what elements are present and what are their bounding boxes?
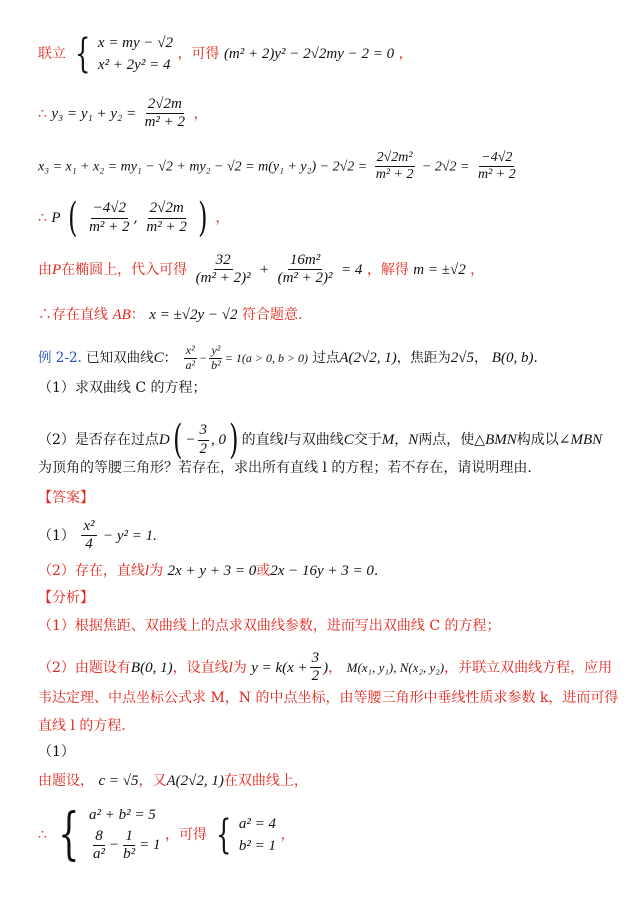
analysis-heading: 【分析】 bbox=[38, 590, 94, 606]
point-p: P bbox=[51, 210, 61, 226]
text-lianli: 联立 bbox=[38, 46, 66, 62]
denominator: m² + 2 bbox=[144, 114, 186, 131]
numerator: −4√2 bbox=[91, 200, 128, 218]
analysis-1: （1）根据焦距、双曲线上的点求双曲线参数，进而写出双曲线 C 的方程； bbox=[38, 618, 501, 634]
numerator: x² bbox=[81, 518, 96, 536]
p-y-fraction bbox=[144, 200, 188, 236]
solution-part-1-line-2 bbox=[38, 801, 295, 867]
point-p: P bbox=[52, 261, 62, 278]
example-label: 例 2-2. bbox=[38, 349, 82, 366]
fraction-1-over-b2 bbox=[121, 828, 137, 864]
angle-mbn: MBN bbox=[570, 432, 603, 448]
triangle-bmn: BMN bbox=[485, 432, 517, 448]
text-line: 的直线 bbox=[241, 432, 284, 448]
left-paren-icon: ( bbox=[172, 417, 183, 463]
text-q2-start: （2）是否存在过点 bbox=[38, 432, 159, 448]
question-1: （1）求双曲线 C 的方程； bbox=[38, 380, 207, 396]
period: . bbox=[373, 563, 379, 579]
line-equation-1: 2x + y + 3 = 0 bbox=[167, 563, 257, 579]
x3-expression: x₃ = x₁ + x₂ = my₁ − √2 + my₂ − √2 = m(y₁ + y₂) − 2√2 = bbox=[38, 159, 368, 175]
denominator: m² + 2 bbox=[89, 218, 130, 235]
example-statement bbox=[38, 344, 538, 373]
comma: ， bbox=[470, 261, 485, 278]
numerator: 2√2m bbox=[146, 96, 184, 114]
text-keyde: ，可得 bbox=[177, 46, 220, 62]
therefore-symbol: ∴ bbox=[38, 210, 47, 226]
comma: ， bbox=[280, 826, 295, 843]
solution-line-2 bbox=[38, 96, 207, 132]
hyperbola-condition: = 1(a > 0, b > 0) bbox=[224, 350, 309, 365]
x-over-a-fraction bbox=[183, 344, 197, 373]
equation-system bbox=[51, 801, 161, 867]
text-given: （2）由题设有 bbox=[38, 659, 131, 676]
solution-line-3 bbox=[38, 150, 520, 183]
solution-line-6 bbox=[38, 306, 302, 324]
hyperbola-c: C bbox=[153, 349, 164, 366]
answer-1 bbox=[38, 518, 157, 554]
line-ab-equation: x = ±√2y − √2 bbox=[149, 307, 238, 323]
numerator: −4√2 bbox=[479, 150, 514, 167]
denominator: 2 bbox=[311, 668, 320, 685]
numerator: 2√2m bbox=[148, 200, 186, 218]
fraction-three-halves bbox=[198, 422, 210, 458]
fraction bbox=[143, 96, 187, 132]
fraction-1 bbox=[374, 150, 416, 183]
fraction-three-halves bbox=[310, 650, 322, 686]
text-satisfies: 符合题意. bbox=[241, 307, 303, 323]
numerator: 8 bbox=[93, 828, 105, 846]
focal-value: 2√5 bbox=[450, 349, 474, 366]
a-squared-value: a² = 4 bbox=[238, 815, 276, 832]
text-intersect: 交于 bbox=[353, 432, 382, 448]
minus-term: − 2√2 = bbox=[421, 159, 470, 175]
denominator: 2 bbox=[199, 440, 207, 457]
numerator: 2√2m² bbox=[375, 150, 415, 167]
denominator: (m² + 2)² bbox=[195, 270, 251, 287]
answer-2 bbox=[38, 562, 378, 580]
text-through-point: 过点 bbox=[312, 349, 340, 366]
text-with-hyperbola: 与双曲线 bbox=[287, 432, 344, 448]
left-paren-icon: ( bbox=[68, 195, 78, 241]
line-ab: AB bbox=[112, 307, 131, 323]
point-a: A(2√2, 1) bbox=[339, 349, 397, 366]
text-on-ellipse: 在椭圆上，代入可得 bbox=[61, 261, 188, 278]
left-brace-icon: { bbox=[75, 31, 91, 77]
analysis-4: 直线 l 的方程. bbox=[38, 718, 126, 734]
minus-sign: − bbox=[199, 350, 208, 365]
comma: ， bbox=[328, 659, 343, 676]
system-eq-1: x = my − √2 bbox=[97, 35, 174, 51]
line-equation-2: 2x − 16y + 3 = 0 bbox=[270, 563, 374, 579]
solution-line-5 bbox=[38, 252, 484, 288]
answer-1-rest: − y² = 1. bbox=[102, 527, 157, 544]
numerator: 1 bbox=[123, 828, 135, 846]
text-given: 由题设， bbox=[38, 773, 94, 789]
fraction-2 bbox=[276, 252, 335, 288]
right-paren-icon: ) bbox=[229, 417, 239, 463]
b-squared-value: b² = 1 bbox=[238, 837, 276, 854]
denominator: b² bbox=[211, 357, 221, 372]
point-b: B(0, b) bbox=[491, 349, 534, 366]
denominator: b² bbox=[123, 846, 136, 863]
comma: ， bbox=[193, 105, 208, 122]
line-form: y = k(x + bbox=[251, 659, 308, 676]
separator: ， bbox=[394, 432, 409, 448]
right-paren-icon: ) bbox=[198, 195, 208, 241]
solution-part-1-label: （1） bbox=[38, 744, 75, 760]
equals-four: = 4 bbox=[341, 261, 363, 278]
text-jiede: ，解得 bbox=[366, 261, 409, 278]
minus-sign: − bbox=[109, 837, 120, 854]
text-or: 或 bbox=[256, 563, 271, 579]
period: . bbox=[533, 349, 538, 366]
hyperbola-c: C bbox=[343, 432, 354, 448]
y3-expression: y₃ = y₁ + y₂ = bbox=[51, 105, 137, 122]
denominator: a² bbox=[185, 357, 196, 372]
denominator: a² bbox=[93, 846, 106, 863]
answer-1-label: （1） bbox=[38, 527, 75, 544]
numerator: y² bbox=[211, 343, 221, 357]
text-also: ，又 bbox=[138, 773, 167, 789]
denominator: m² + 2 bbox=[375, 167, 414, 183]
left-brace-icon: { bbox=[58, 801, 80, 867]
numerator: 32 bbox=[214, 252, 233, 270]
point-m: M bbox=[381, 432, 395, 448]
text-exists: （2）存在，直线 bbox=[38, 563, 145, 579]
denominator: 4 bbox=[85, 536, 93, 553]
text-on-hyperbola: 在双曲线上， bbox=[223, 773, 308, 789]
analysis-3: 韦达定理、中点坐标公式求 M，N 的中点坐标，由等腰三角形中垂线性质求参数 k，进而可得 bbox=[38, 690, 619, 706]
analysis-2 bbox=[38, 650, 612, 686]
close-paren: ) bbox=[323, 659, 329, 676]
numerator: x² bbox=[185, 343, 195, 357]
text-known: 已知双曲线 bbox=[86, 349, 154, 366]
text-as: 为 bbox=[232, 659, 247, 676]
solution-line-4: ∴ P ( $\frac{-4√2}{\text{m² + 2}}$ , $\frac{2√2m}{\text{m² + 2}}$ ) ， bbox=[38, 195, 230, 241]
x-squared-over-4 bbox=[81, 518, 96, 554]
line-l: l bbox=[228, 659, 233, 676]
question-2-continued: 为顶角的等腰三角形？若存在，求出所有直线 l 的方程；若不存在，请说明理由. bbox=[38, 460, 532, 476]
equals-one: = 1 bbox=[139, 837, 161, 854]
solution-system bbox=[211, 811, 276, 858]
fraction-1 bbox=[194, 252, 253, 288]
point-d: D bbox=[158, 432, 170, 448]
numerator: 16m² bbox=[288, 252, 322, 270]
text-forms: 构成以∠ bbox=[516, 432, 571, 448]
quadratic-in-y: (m² + 2)y² − 2√2my − 2 = 0 bbox=[223, 46, 395, 62]
therefore-symbol: ∴ bbox=[38, 826, 47, 843]
text-exists-line: ∴存在直线 bbox=[38, 307, 108, 323]
text-keyde: ，可得 bbox=[164, 826, 207, 843]
text-is: 为 bbox=[149, 563, 164, 579]
numerator: 3 bbox=[198, 422, 210, 440]
text-focal: ，焦距为 bbox=[396, 349, 451, 366]
answer-heading: 【答案】 bbox=[38, 490, 94, 506]
colon: ： bbox=[163, 349, 178, 366]
point-b: B(0, 1) bbox=[130, 659, 173, 676]
m-solution: m = ±√2 bbox=[413, 261, 466, 278]
system-eq-1: a² + b² = 5 bbox=[89, 807, 156, 823]
c-value: c = √5 bbox=[98, 773, 139, 789]
solution-part-1-line-1 bbox=[38, 772, 308, 790]
therefore-symbol: ∴ bbox=[38, 105, 47, 122]
text-combine: ，并联立双曲线方程，应用 bbox=[444, 659, 613, 676]
text-you: 由 bbox=[38, 261, 52, 278]
comma: ， bbox=[215, 210, 230, 226]
equation-system bbox=[70, 31, 174, 77]
denominator: m² + 2 bbox=[477, 167, 516, 183]
left-brace-icon: { bbox=[216, 811, 232, 858]
line-l: l bbox=[283, 432, 288, 448]
solution-line-1 bbox=[38, 31, 413, 77]
denominator: (m² + 2)² bbox=[277, 270, 333, 287]
text-let-line: ，设直线 bbox=[172, 659, 229, 676]
point-a: A(2√2, 1) bbox=[166, 773, 224, 789]
system-eq-2: x² + 2y² = 4 bbox=[97, 57, 171, 73]
fraction-2 bbox=[476, 150, 518, 183]
plus-sign: + bbox=[259, 261, 270, 278]
fraction-8-over-a2 bbox=[91, 828, 107, 864]
comma: ， bbox=[473, 349, 488, 366]
point-n: N bbox=[408, 432, 419, 448]
line-l: l bbox=[144, 563, 150, 579]
comma: ， bbox=[398, 46, 413, 62]
points-mn: M(x₁, y₁), N(x₂, y₂) bbox=[346, 659, 445, 675]
system-eq-2 bbox=[89, 828, 161, 864]
y-over-b-fraction bbox=[209, 344, 223, 373]
question-2: （2）是否存在过点D( − $\frac{3}{2}$ , 0) 的直线l与双曲线C交于M，N两点，使△BMN构成以∠MBN bbox=[38, 417, 603, 463]
p-x-fraction bbox=[87, 200, 131, 236]
numerator: 3 bbox=[310, 650, 322, 668]
denominator: m² + 2 bbox=[146, 218, 187, 235]
text-two-points: 两点，使△ bbox=[418, 432, 486, 448]
colon: ： bbox=[130, 307, 145, 323]
